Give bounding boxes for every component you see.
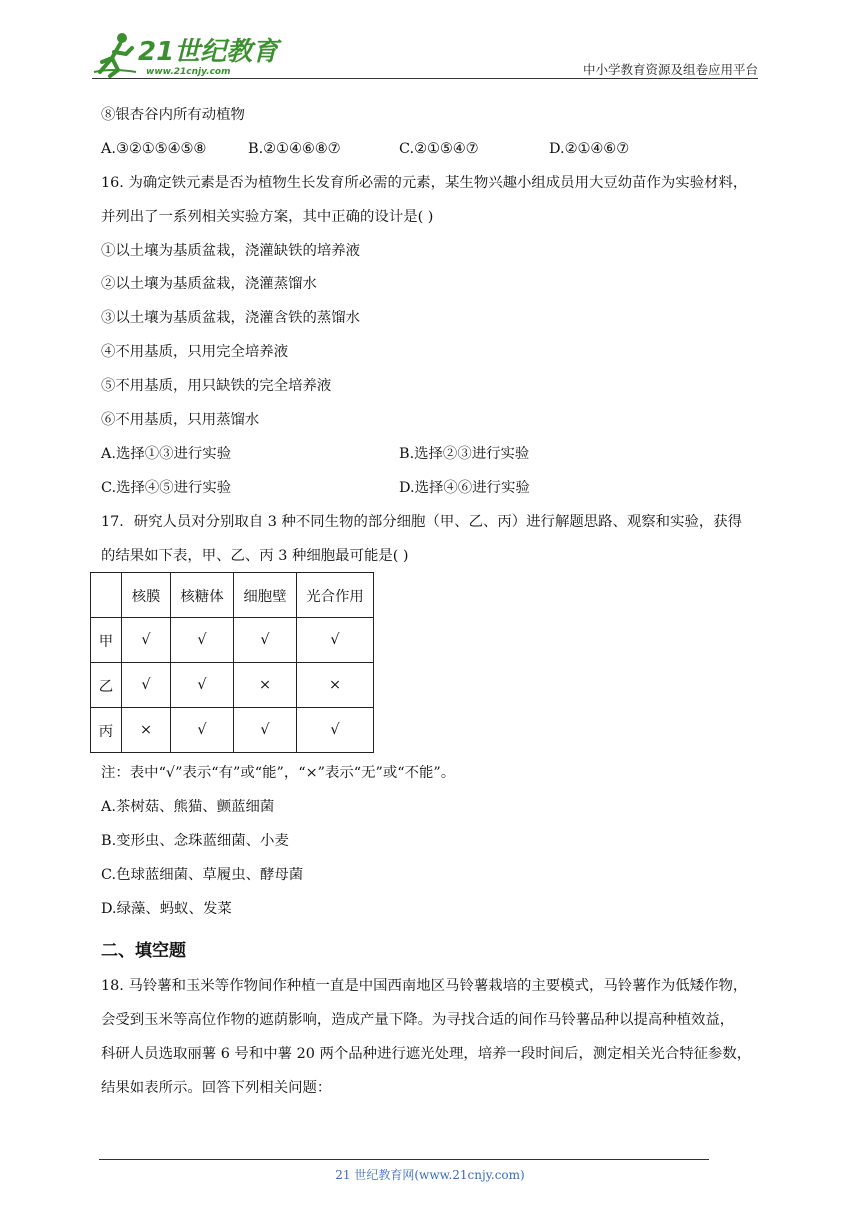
q15-item-8: ⑧银杏谷内所有动植物	[101, 107, 245, 123]
q16-item-1: ①以土壤为基质盆栽，浇灌缺铁的培养液	[101, 243, 361, 259]
table-row	[91, 708, 374, 753]
q15-options	[101, 138, 761, 160]
table-row	[91, 618, 374, 663]
q18-line-3: 科研人员选取丽薯 6 号和中薯 20 两个品种进行遮光处理，培养一段时间后，测定相关光合特征参数，	[101, 1046, 752, 1062]
table-header-cell: 细胞壁	[234, 573, 297, 618]
q16-option-c: C.选择④⑤进行实验	[101, 480, 232, 496]
q17-stem-line-1: 17．研究人员对分别取自 3 种不同生物的部分细胞（甲、乙、丙）进行解题思路、观察和实验，获得	[101, 514, 743, 530]
table-cell: ×	[122, 708, 171, 753]
table-cell: ×	[297, 663, 374, 708]
table-header-cell	[91, 573, 122, 618]
table-cell: 甲	[91, 618, 122, 663]
logo-url: www.21cnjy.com	[146, 67, 231, 77]
header-platform-name: 中小学教育资源及组卷应用平台	[582, 62, 758, 77]
table-header-cell: 核膜	[122, 573, 171, 618]
q18-line-2: 会受到玉米等高位作物的遮荫影响，造成产量下降。为寻找合适的间作马铃薯品种以提高种植效益，	[101, 1012, 735, 1028]
table-row	[91, 663, 374, 708]
section-title: 二、填空题	[101, 941, 186, 961]
logo-text: 21世纪教育	[138, 37, 279, 67]
q16-options-row-2	[101, 477, 761, 499]
table-cell: √	[297, 618, 374, 663]
q17-cell-table	[90, 572, 374, 753]
q17-option-c: C.色球蓝细菌、草履虫、酵母菌	[101, 867, 304, 883]
table-cell: √	[234, 618, 297, 663]
table-cell: √	[122, 663, 171, 708]
table-header-cell: 核糖体	[171, 573, 234, 618]
q16-option-a: A.选择①③进行实验	[101, 446, 232, 462]
table-cell: √	[171, 708, 234, 753]
table-cell: √	[234, 708, 297, 753]
q15-option-c: C.②①⑤④⑦	[399, 141, 479, 157]
q17-option-d: D.绿藻、蚂蚁、发菜	[101, 901, 232, 917]
table-cell: √	[297, 708, 374, 753]
page-footer: 21 世纪教育网(www.21cnjy.com)	[335, 1168, 525, 1182]
q16-stem-line-2: 并列出了一系列相关实验方案，其中正确的设计是( )	[101, 209, 434, 225]
q16-item-5: ⑤不用基质，用只缺铁的完全培养液	[101, 378, 332, 394]
table-cell: √	[171, 618, 234, 663]
q15-option-d: D.②①④⑥⑦	[549, 141, 630, 157]
q16-item-4: ④不用基质，只用完全培养液	[101, 344, 289, 360]
q17-table-note: 注：表中“√”表示“有”或“能”，“×”表示“无”或“不能”。	[101, 765, 456, 781]
q16-options-row-1	[101, 443, 761, 465]
page-header	[92, 28, 758, 80]
q18-line-1: 18. 马铃薯和玉米等作物间作种植一直是中国西南地区马铃薯栽培的主要模式，马铃薯作为低矮作物，	[101, 978, 748, 994]
table-cell: 乙	[91, 663, 122, 708]
q17-option-b: B.变形虫、念珠蓝细菌、小麦	[101, 833, 289, 849]
table-cell: ×	[234, 663, 297, 708]
table-header-row	[91, 573, 374, 618]
q15-option-a: A.③②①⑤④⑤⑧	[101, 141, 207, 157]
q17-option-a: A.茶树菇、熊猫、颤蓝细菌	[101, 799, 275, 815]
table-cell: 丙	[91, 708, 122, 753]
q16-option-b: B.选择②③进行实验	[399, 446, 530, 462]
footer-divider	[99, 1159, 709, 1160]
q15-option-b: B.②①④⑥⑧⑦	[248, 141, 341, 157]
table-cell: √	[171, 663, 234, 708]
q16-item-3: ③以土壤为基质盆栽，浇灌含铁的蒸馏水	[101, 310, 361, 326]
q16-item-6: ⑥不用基质，只用蒸馏水	[101, 412, 260, 428]
q16-option-d: D.选择④⑥进行实验	[399, 480, 530, 496]
q16-stem-line-1: 16. 为确定铁元素是否为植物生长发育所必需的元素，某生物兴趣小组成员用大豆幼苗作为实验材料，	[101, 175, 748, 191]
q17-stem-line-2: 的结果如下表，甲、乙、丙 3 种细胞最可能是( )	[101, 548, 409, 564]
table-header-cell: 光合作用	[297, 573, 374, 618]
q16-item-2: ②以土壤为基质盆栽，浇灌蒸馏水	[101, 276, 317, 292]
q18-line-4: 结果如表所示。回答下列相关问题：	[101, 1080, 332, 1096]
logo-21cnjy	[92, 28, 279, 80]
header-divider	[92, 78, 758, 79]
table-cell: √	[122, 618, 171, 663]
